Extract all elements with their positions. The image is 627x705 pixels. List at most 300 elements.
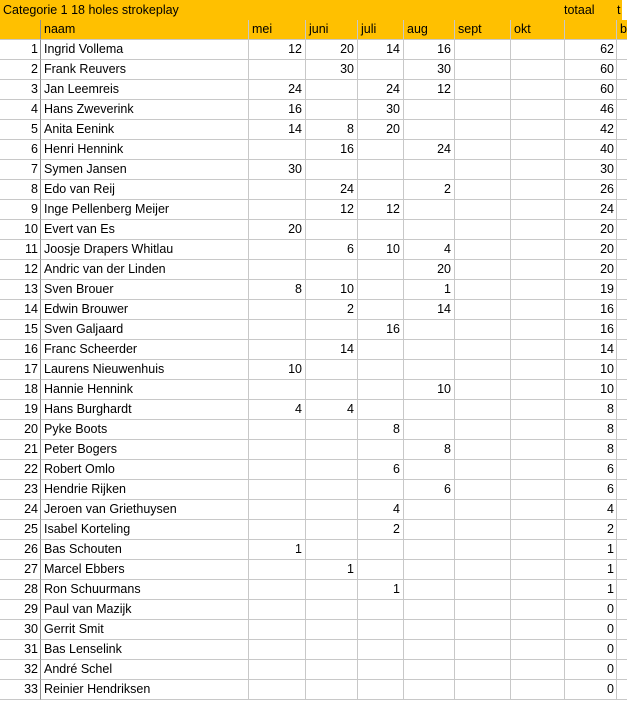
cell-okt[interactable] xyxy=(511,680,565,700)
cell-okt[interactable] xyxy=(511,320,565,340)
cell-naam[interactable]: Sven Galjaard xyxy=(41,320,249,340)
header-cell-sept[interactable]: sept xyxy=(455,20,511,40)
cell-extra[interactable] xyxy=(617,120,627,140)
cell-okt[interactable] xyxy=(511,240,565,260)
cell-sept[interactable] xyxy=(455,680,511,700)
cell-sept[interactable] xyxy=(455,600,511,620)
cell-totaal[interactable]: 10 xyxy=(565,380,617,400)
cell-nr[interactable]: 10 xyxy=(0,220,41,240)
cell-mei[interactable] xyxy=(249,440,306,460)
cell-okt[interactable] xyxy=(511,100,565,120)
cell-sept[interactable] xyxy=(455,640,511,660)
cell-okt[interactable] xyxy=(511,120,565,140)
cell-extra[interactable] xyxy=(617,440,627,460)
cell-nr[interactable]: 16 xyxy=(0,340,41,360)
cell-juni[interactable] xyxy=(306,220,358,240)
cell-mei[interactable]: 16 xyxy=(249,100,306,120)
cell-sept[interactable] xyxy=(455,200,511,220)
cell-mei[interactable] xyxy=(249,580,306,600)
cell-totaal[interactable]: 30 xyxy=(565,160,617,180)
cell-totaal[interactable]: 2 xyxy=(565,520,617,540)
cell-extra[interactable] xyxy=(617,480,627,500)
cell-sept[interactable] xyxy=(455,340,511,360)
cell-mei[interactable]: 10 xyxy=(249,360,306,380)
cell-juli[interactable]: 24 xyxy=(358,80,404,100)
cell-naam[interactable]: Ron Schuurmans xyxy=(41,580,249,600)
cell-sept[interactable] xyxy=(455,120,511,140)
cell-mei[interactable]: 4 xyxy=(249,400,306,420)
cell-extra[interactable] xyxy=(617,580,627,600)
cell-juni[interactable]: 30 xyxy=(306,60,358,80)
cell-nr[interactable]: 7 xyxy=(0,160,41,180)
cell-sept[interactable] xyxy=(455,260,511,280)
cell-okt[interactable] xyxy=(511,300,565,320)
cell-juni[interactable] xyxy=(306,580,358,600)
cell-extra[interactable] xyxy=(617,60,627,80)
cell-aug[interactable]: 4 xyxy=(404,240,455,260)
cell-totaal[interactable]: 1 xyxy=(565,560,617,580)
cell-sept[interactable] xyxy=(455,480,511,500)
cell-juli[interactable]: 6 xyxy=(358,460,404,480)
cell-juli[interactable] xyxy=(358,600,404,620)
cell-okt[interactable] xyxy=(511,500,565,520)
cell-juli[interactable] xyxy=(358,620,404,640)
header-cell-naam[interactable]: naam xyxy=(41,20,249,40)
cell-okt[interactable] xyxy=(511,220,565,240)
cell-extra[interactable] xyxy=(617,360,627,380)
header-cell-mei[interactable]: mei xyxy=(249,20,306,40)
cell-mei[interactable] xyxy=(249,500,306,520)
cell-naam[interactable]: Franc Scheerder xyxy=(41,340,249,360)
cell-naam[interactable]: Hans Zweverink xyxy=(41,100,249,120)
cell-naam[interactable]: Andric van der Linden xyxy=(41,260,249,280)
cell-nr[interactable]: 30 xyxy=(0,620,41,640)
cell-juni[interactable] xyxy=(306,480,358,500)
cell-totaal[interactable]: 60 xyxy=(565,60,617,80)
cell-nr[interactable]: 21 xyxy=(0,440,41,460)
cell-naam[interactable]: Laurens Nieuwenhuis xyxy=(41,360,249,380)
cell-okt[interactable] xyxy=(511,380,565,400)
cell-aug[interactable] xyxy=(404,220,455,240)
cell-extra[interactable] xyxy=(617,80,627,100)
cell-okt[interactable] xyxy=(511,40,565,60)
cell-juni[interactable] xyxy=(306,100,358,120)
cell-mei[interactable] xyxy=(249,620,306,640)
cell-naam[interactable]: Ingrid Vollema xyxy=(41,40,249,60)
cell-aug[interactable]: 10 xyxy=(404,380,455,400)
cell-juni[interactable] xyxy=(306,540,358,560)
cell-nr[interactable]: 15 xyxy=(0,320,41,340)
cell-extra[interactable] xyxy=(617,340,627,360)
cell-mei[interactable]: 1 xyxy=(249,540,306,560)
cell-naam[interactable]: Bas Lenselink xyxy=(41,640,249,660)
cell-aug[interactable] xyxy=(404,120,455,140)
cell-juli[interactable] xyxy=(358,300,404,320)
cell-sept[interactable] xyxy=(455,300,511,320)
header-cell-okt[interactable]: okt xyxy=(511,20,565,40)
cell-totaal[interactable]: 62 xyxy=(565,40,617,60)
cell-aug[interactable] xyxy=(404,160,455,180)
cell-naam[interactable]: André Schel xyxy=(41,660,249,680)
cell-totaal[interactable]: 1 xyxy=(565,580,617,600)
cell-extra[interactable] xyxy=(617,180,627,200)
cell-nr[interactable]: 25 xyxy=(0,520,41,540)
cell-aug[interactable]: 2 xyxy=(404,180,455,200)
cell-juni[interactable]: 16 xyxy=(306,140,358,160)
cell-totaal[interactable]: 8 xyxy=(565,400,617,420)
cell-okt[interactable] xyxy=(511,600,565,620)
cell-sept[interactable] xyxy=(455,80,511,100)
cell-sept[interactable] xyxy=(455,440,511,460)
cell-aug[interactable] xyxy=(404,500,455,520)
cell-juli[interactable] xyxy=(358,260,404,280)
cell-aug[interactable] xyxy=(404,420,455,440)
header-cell-juli[interactable]: juli xyxy=(358,20,404,40)
cell-nr[interactable]: 6 xyxy=(0,140,41,160)
cell-sept[interactable] xyxy=(455,240,511,260)
cell-sept[interactable] xyxy=(455,60,511,80)
cell-totaal[interactable]: 46 xyxy=(565,100,617,120)
cell-nr[interactable]: 13 xyxy=(0,280,41,300)
cell-okt[interactable] xyxy=(511,260,565,280)
cell-okt[interactable] xyxy=(511,160,565,180)
cell-okt[interactable] xyxy=(511,420,565,440)
cell-aug[interactable]: 8 xyxy=(404,440,455,460)
cell-nr[interactable]: 33 xyxy=(0,680,41,700)
cell-juli[interactable] xyxy=(358,60,404,80)
cell-extra[interactable] xyxy=(617,320,627,340)
cell-naam[interactable]: Peter Bogers xyxy=(41,440,249,460)
cell-mei[interactable] xyxy=(249,680,306,700)
cell-juli[interactable] xyxy=(358,180,404,200)
cell-extra[interactable] xyxy=(617,540,627,560)
cell-mei[interactable]: 30 xyxy=(249,160,306,180)
cell-naam[interactable]: Edo van Reij xyxy=(41,180,249,200)
cell-nr[interactable]: 27 xyxy=(0,560,41,580)
cell-juli[interactable]: 2 xyxy=(358,520,404,540)
cell-nr[interactable]: 32 xyxy=(0,660,41,680)
cell-mei[interactable] xyxy=(249,340,306,360)
cell-juni[interactable] xyxy=(306,500,358,520)
cell-nr[interactable]: 19 xyxy=(0,400,41,420)
cell-mei[interactable] xyxy=(249,640,306,660)
cell-aug[interactable] xyxy=(404,660,455,680)
cell-juni[interactable] xyxy=(306,640,358,660)
cell-okt[interactable] xyxy=(511,640,565,660)
cell-mei[interactable] xyxy=(249,480,306,500)
cell-aug[interactable] xyxy=(404,340,455,360)
cell-nr[interactable]: 18 xyxy=(0,380,41,400)
cell-okt[interactable] xyxy=(511,180,565,200)
cell-extra[interactable] xyxy=(617,400,627,420)
cell-nr[interactable]: 20 xyxy=(0,420,41,440)
cell-sept[interactable] xyxy=(455,160,511,180)
cell-nr[interactable]: 5 xyxy=(0,120,41,140)
cell-aug[interactable]: 6 xyxy=(404,480,455,500)
cell-juli[interactable]: 16 xyxy=(358,320,404,340)
cell-juni[interactable]: 8 xyxy=(306,120,358,140)
cell-totaal[interactable]: 20 xyxy=(565,260,617,280)
cell-naam[interactable]: Frank Reuvers xyxy=(41,60,249,80)
cell-extra[interactable] xyxy=(617,40,627,60)
cell-extra[interactable] xyxy=(617,380,627,400)
cell-mei[interactable]: 14 xyxy=(249,120,306,140)
cell-juli[interactable] xyxy=(358,540,404,560)
cell-nr[interactable]: 24 xyxy=(0,500,41,520)
cell-aug[interactable] xyxy=(404,600,455,620)
cell-sept[interactable] xyxy=(455,40,511,60)
cell-juli[interactable] xyxy=(358,380,404,400)
cell-sept[interactable] xyxy=(455,320,511,340)
cell-extra[interactable] xyxy=(617,100,627,120)
cell-sept[interactable] xyxy=(455,400,511,420)
extra-label[interactable]: t xyxy=(617,3,621,17)
cell-juli[interactable]: 30 xyxy=(358,100,404,120)
cell-okt[interactable] xyxy=(511,560,565,580)
cell-sept[interactable] xyxy=(455,560,511,580)
cell-mei[interactable]: 8 xyxy=(249,280,306,300)
cell-totaal[interactable]: 16 xyxy=(565,300,617,320)
cell-juni[interactable]: 12 xyxy=(306,200,358,220)
cell-totaal[interactable]: 16 xyxy=(565,320,617,340)
cell-naam[interactable]: Hannie Hennink xyxy=(41,380,249,400)
cell-extra[interactable] xyxy=(617,560,627,580)
cell-mei[interactable] xyxy=(249,600,306,620)
cell-okt[interactable] xyxy=(511,440,565,460)
cell-okt[interactable] xyxy=(511,580,565,600)
cell-okt[interactable] xyxy=(511,620,565,640)
cell-nr[interactable]: 31 xyxy=(0,640,41,660)
cell-totaal[interactable]: 60 xyxy=(565,80,617,100)
cell-totaal[interactable]: 20 xyxy=(565,220,617,240)
cell-juni[interactable] xyxy=(306,660,358,680)
cell-naam[interactable]: Jan Leemreis xyxy=(41,80,249,100)
cell-totaal[interactable]: 10 xyxy=(565,360,617,380)
cell-totaal[interactable]: 24 xyxy=(565,200,617,220)
cell-juli[interactable] xyxy=(358,400,404,420)
cell-extra[interactable] xyxy=(617,280,627,300)
cell-extra[interactable] xyxy=(617,300,627,320)
cell-aug[interactable] xyxy=(404,540,455,560)
cell-extra[interactable] xyxy=(617,260,627,280)
cell-juni[interactable]: 24 xyxy=(306,180,358,200)
cell-mei[interactable] xyxy=(249,140,306,160)
cell-sept[interactable] xyxy=(455,380,511,400)
cell-juni[interactable]: 4 xyxy=(306,400,358,420)
cell-juli[interactable] xyxy=(358,340,404,360)
cell-juni[interactable] xyxy=(306,520,358,540)
sheet-title[interactable]: Categorie 1 18 holes strokeplay xyxy=(3,3,179,17)
cell-okt[interactable] xyxy=(511,540,565,560)
cell-nr[interactable]: 17 xyxy=(0,360,41,380)
cell-mei[interactable] xyxy=(249,560,306,580)
cell-sept[interactable] xyxy=(455,100,511,120)
header-cell-juni[interactable]: juni xyxy=(306,20,358,40)
cell-mei[interactable] xyxy=(249,660,306,680)
cell-aug[interactable] xyxy=(404,360,455,380)
cell-juli[interactable] xyxy=(358,480,404,500)
cell-totaal[interactable]: 0 xyxy=(565,600,617,620)
cell-aug[interactable] xyxy=(404,580,455,600)
cell-juli[interactable]: 1 xyxy=(358,580,404,600)
cell-juni[interactable]: 20 xyxy=(306,40,358,60)
cell-nr[interactable]: 29 xyxy=(0,600,41,620)
cell-sept[interactable] xyxy=(455,220,511,240)
cell-juli[interactable] xyxy=(358,440,404,460)
cell-aug[interactable] xyxy=(404,560,455,580)
cell-aug[interactable]: 24 xyxy=(404,140,455,160)
cell-naam[interactable]: Robert Omlo xyxy=(41,460,249,480)
cell-extra[interactable] xyxy=(617,640,627,660)
cell-extra[interactable] xyxy=(617,420,627,440)
cell-juli[interactable] xyxy=(358,220,404,240)
cell-extra[interactable] xyxy=(617,500,627,520)
cell-mei[interactable] xyxy=(249,60,306,80)
cell-juni[interactable] xyxy=(306,620,358,640)
cell-juli[interactable] xyxy=(358,680,404,700)
cell-totaal[interactable]: 8 xyxy=(565,420,617,440)
cell-naam[interactable]: Hans Burghardt xyxy=(41,400,249,420)
cell-sept[interactable] xyxy=(455,420,511,440)
cell-aug[interactable] xyxy=(404,680,455,700)
cell-juni[interactable] xyxy=(306,260,358,280)
cell-mei[interactable] xyxy=(249,320,306,340)
cell-naam[interactable]: Joosje Drapers Whitlau xyxy=(41,240,249,260)
cell-juli[interactable] xyxy=(358,660,404,680)
cell-juni[interactable]: 14 xyxy=(306,340,358,360)
cell-naam[interactable]: Sven Brouer xyxy=(41,280,249,300)
cell-totaal[interactable]: 42 xyxy=(565,120,617,140)
cell-totaal[interactable]: 8 xyxy=(565,440,617,460)
cell-okt[interactable] xyxy=(511,340,565,360)
cell-mei[interactable] xyxy=(249,460,306,480)
cell-juni[interactable] xyxy=(306,380,358,400)
cell-totaal[interactable]: 14 xyxy=(565,340,617,360)
cell-aug[interactable] xyxy=(404,460,455,480)
cell-naam[interactable]: Evert van Es xyxy=(41,220,249,240)
cell-extra[interactable] xyxy=(617,220,627,240)
cell-juni[interactable] xyxy=(306,320,358,340)
cell-okt[interactable] xyxy=(511,460,565,480)
cell-nr[interactable]: 2 xyxy=(0,60,41,80)
cell-juli[interactable] xyxy=(358,360,404,380)
cell-aug[interactable] xyxy=(404,200,455,220)
cell-nr[interactable]: 23 xyxy=(0,480,41,500)
cell-naam[interactable]: Reinier Hendriksen xyxy=(41,680,249,700)
cell-extra[interactable] xyxy=(617,200,627,220)
cell-nr[interactable]: 9 xyxy=(0,200,41,220)
cell-okt[interactable] xyxy=(511,520,565,540)
cell-nr[interactable]: 3 xyxy=(0,80,41,100)
cell-naam[interactable]: Marcel Ebbers xyxy=(41,560,249,580)
cell-aug[interactable]: 30 xyxy=(404,60,455,80)
cell-naam[interactable]: Henri Hennink xyxy=(41,140,249,160)
cell-okt[interactable] xyxy=(511,60,565,80)
cell-extra[interactable] xyxy=(617,520,627,540)
cell-okt[interactable] xyxy=(511,360,565,380)
cell-okt[interactable] xyxy=(511,200,565,220)
cell-totaal[interactable]: 1 xyxy=(565,540,617,560)
cell-aug[interactable] xyxy=(404,400,455,420)
cell-okt[interactable] xyxy=(511,660,565,680)
cell-mei[interactable] xyxy=(249,300,306,320)
cell-naam[interactable]: Isabel Korteling xyxy=(41,520,249,540)
cell-okt[interactable] xyxy=(511,80,565,100)
header-cell-totaal[interactable] xyxy=(565,20,617,40)
cell-totaal[interactable]: 0 xyxy=(565,680,617,700)
cell-nr[interactable]: 26 xyxy=(0,540,41,560)
cell-juli[interactable]: 14 xyxy=(358,40,404,60)
cell-aug[interactable]: 1 xyxy=(404,280,455,300)
cell-okt[interactable] xyxy=(511,400,565,420)
cell-sept[interactable] xyxy=(455,660,511,680)
cell-extra[interactable] xyxy=(617,660,627,680)
cell-totaal[interactable]: 40 xyxy=(565,140,617,160)
cell-sept[interactable] xyxy=(455,540,511,560)
cell-juli[interactable]: 20 xyxy=(358,120,404,140)
cell-sept[interactable] xyxy=(455,620,511,640)
cell-naam[interactable]: Jeroen van Griethuysen xyxy=(41,500,249,520)
cell-mei[interactable] xyxy=(249,380,306,400)
cell-nr[interactable]: 14 xyxy=(0,300,41,320)
cell-naam[interactable]: Symen Jansen xyxy=(41,160,249,180)
cell-juni[interactable] xyxy=(306,440,358,460)
cell-mei[interactable]: 12 xyxy=(249,40,306,60)
cell-aug[interactable] xyxy=(404,620,455,640)
cell-extra[interactable] xyxy=(617,240,627,260)
cell-juli[interactable] xyxy=(358,640,404,660)
cell-juli[interactable] xyxy=(358,280,404,300)
cell-sept[interactable] xyxy=(455,580,511,600)
cell-totaal[interactable]: 0 xyxy=(565,660,617,680)
cell-juni[interactable] xyxy=(306,80,358,100)
cell-nr[interactable]: 8 xyxy=(0,180,41,200)
cell-sept[interactable] xyxy=(455,280,511,300)
cell-extra[interactable] xyxy=(617,460,627,480)
cell-juli[interactable] xyxy=(358,140,404,160)
cell-juli[interactable]: 12 xyxy=(358,200,404,220)
cell-aug[interactable]: 20 xyxy=(404,260,455,280)
cell-naam[interactable]: Inge Pellenberg Meijer xyxy=(41,200,249,220)
cell-sept[interactable] xyxy=(455,140,511,160)
cell-nr[interactable]: 22 xyxy=(0,460,41,480)
cell-juni[interactable]: 6 xyxy=(306,240,358,260)
cell-nr[interactable]: 11 xyxy=(0,240,41,260)
cell-juli[interactable]: 4 xyxy=(358,500,404,520)
cell-juli[interactable]: 10 xyxy=(358,240,404,260)
cell-mei[interactable] xyxy=(249,420,306,440)
cell-mei[interactable] xyxy=(249,240,306,260)
cell-mei[interactable] xyxy=(249,180,306,200)
cell-naam[interactable]: Anita Eenink xyxy=(41,120,249,140)
cell-naam[interactable]: Gerrit Smit xyxy=(41,620,249,640)
header-cell-extra[interactable]: b xyxy=(617,20,627,40)
cell-nr[interactable]: 4 xyxy=(0,100,41,120)
cell-juni[interactable]: 10 xyxy=(306,280,358,300)
cell-naam[interactable]: Paul van Mazijk xyxy=(41,600,249,620)
cell-sept[interactable] xyxy=(455,460,511,480)
cell-aug[interactable]: 16 xyxy=(404,40,455,60)
cell-totaal[interactable]: 26 xyxy=(565,180,617,200)
cell-nr[interactable]: 28 xyxy=(0,580,41,600)
header-cell-aug[interactable]: aug xyxy=(404,20,455,40)
cell-totaal[interactable]: 4 xyxy=(565,500,617,520)
cell-mei[interactable]: 24 xyxy=(249,80,306,100)
cell-juli[interactable] xyxy=(358,560,404,580)
cell-totaal[interactable]: 0 xyxy=(565,640,617,660)
cell-totaal[interactable]: 20 xyxy=(565,240,617,260)
cell-totaal[interactable]: 0 xyxy=(565,620,617,640)
